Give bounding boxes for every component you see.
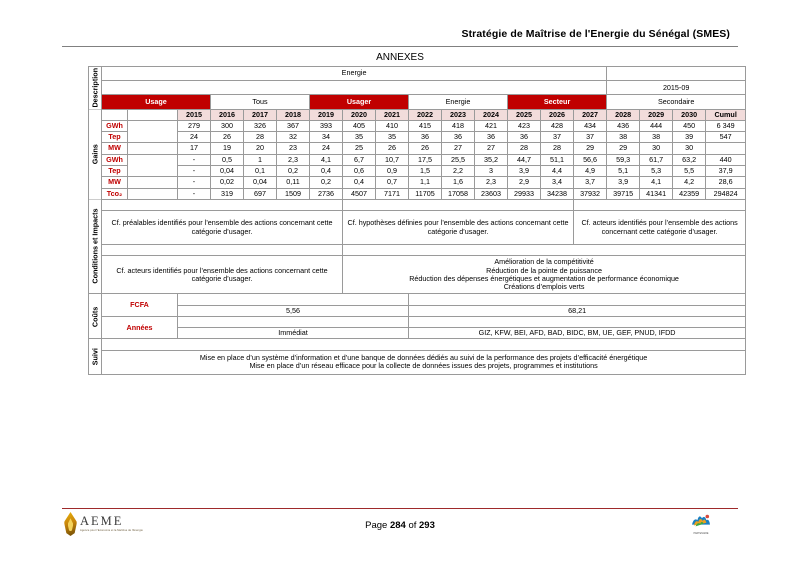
table-row — [89, 188, 746, 199]
cell-gains-tep-2030: 5,5 — [673, 165, 706, 176]
unit-gwh-gains: GWh — [102, 154, 128, 165]
impact-item: Créations d’emplois verts — [503, 282, 585, 292]
side-label-suivi: Suivi — [89, 339, 102, 374]
section-title: ANNEXES — [376, 52, 424, 63]
cell-demande-gwh-2027: 434 — [574, 120, 607, 131]
cat-energie: Energie — [409, 95, 508, 109]
header-suivi-exploitation: Suivi-Exploitation — [102, 339, 746, 350]
table-row — [89, 81, 746, 95]
cell-gains-pointe-2019: 0,2 — [310, 177, 343, 188]
cell-gains-pointe-2030: 4,2 — [673, 177, 706, 188]
unit-tep-gains: Tep — [102, 165, 128, 176]
year-2023: 2023 — [442, 109, 475, 120]
cell-demande-gwh-2020: 405 — [343, 120, 376, 131]
cell-co2-2030: 42359 — [673, 188, 706, 199]
row-label-demande-energie: Demande Energie — [128, 120, 178, 143]
partner-logo — [676, 512, 726, 536]
page-mid: of — [405, 520, 420, 531]
body-hypotheses: Cf. hypothèses définies pour l’ensemble des actions concernant cette catégorie d’usager. — [343, 211, 574, 245]
annees-label: Années — [128, 109, 178, 120]
header-acteurs: Acteurs Mise en Œuvre — [574, 199, 746, 210]
cell-demande-gwh-2018: 367 — [277, 120, 310, 131]
cell-gains-gwh-2017: 1 — [244, 154, 277, 165]
cell-pointe-2028: 29 — [607, 143, 640, 154]
cell-co2-2028: 39715 — [607, 188, 640, 199]
header-economies: Economies Monétaires en Milliards — [409, 294, 746, 305]
year-2022: 2022 — [409, 109, 442, 120]
unit-mw-gains-pointe: MW — [102, 177, 128, 188]
cell-gains-pointe-2016: 0,02 — [211, 177, 244, 188]
cat-secondaire: Secondaire — [607, 95, 746, 109]
cell-pointe-2020: 25 — [343, 143, 376, 154]
year-2016: 2016 — [211, 109, 244, 120]
cell-gains-gwh-2025: 44,7 — [508, 154, 541, 165]
side-label-description: Description — [89, 67, 102, 110]
cell-gains-gwh-2027: 56,6 — [574, 154, 607, 165]
cell-demande-tep-2023: 36 — [442, 132, 475, 143]
fiche-table — [88, 66, 746, 375]
description-energie: Energie — [102, 67, 607, 81]
year-2019: 2019 — [310, 109, 343, 120]
cell-gains-gwh-cumul: 440 — [706, 154, 746, 165]
cell-demande-tep-2028: 38 — [607, 132, 640, 143]
cell-gains-gwh-2026: 51,1 — [541, 154, 574, 165]
cell-pointe-2029: 30 — [640, 143, 673, 154]
cell-demande-gwh-2017: 326 — [244, 120, 277, 131]
cell-demande-gwh-cumul: 6 349 — [706, 120, 746, 131]
cell-gains-tep-2017: 0,1 — [244, 165, 277, 176]
cell-demande-gwh-2019: 393 — [310, 120, 343, 131]
cell-gains-pointe-2027: 3,7 — [574, 177, 607, 188]
body-suivi — [102, 350, 746, 374]
cell-co2-cumul: 294824 — [706, 188, 746, 199]
cell-pointe-2030: 30 — [673, 143, 706, 154]
cell-co2-2026: 34238 — [541, 188, 574, 199]
document-title: Stratégie de Maîtrise de l'Energie du Sénégal (SMES) — [461, 28, 730, 40]
year-2017: 2017 — [244, 109, 277, 120]
cell-pointe-2026: 28 — [541, 143, 574, 154]
cat-secteur: Secteur — [508, 95, 607, 109]
footer-divider — [62, 508, 738, 509]
cell-gains-gwh-2028: 59,3 — [607, 154, 640, 165]
cell-gains-pointe-2029: 4,1 — [640, 177, 673, 188]
partner-logo-subtitle: PARTENAIRE — [693, 532, 709, 535]
cell-demande-gwh-2021: 410 — [376, 120, 409, 131]
table-row — [89, 199, 746, 210]
header-impacts: Impacts Socio-économiques — [343, 245, 746, 256]
cell-gains-tep-2028: 5,1 — [607, 165, 640, 176]
cell-gains-gwh-2021: 10,7 — [376, 154, 409, 165]
cell-gains-tep-2029: 5,3 — [640, 165, 673, 176]
cell-gains-pointe-2022: 1,1 — [409, 177, 442, 188]
cell-gains-pointe-cumul: 28,6 — [706, 177, 746, 188]
year-2026: 2026 — [541, 109, 574, 120]
cell-demande-gwh-2024: 421 — [475, 120, 508, 131]
cell-co2-2024: 23603 — [475, 188, 508, 199]
impact-item: Réduction des dépenses énergétiques et augmentation de performance économique — [409, 273, 679, 283]
cell-co2-2029: 41341 — [640, 188, 673, 199]
unit-corner — [102, 109, 128, 120]
side-label-conditions: Conditions et Impacts — [89, 199, 102, 294]
cell-co2-2022: 11705 — [409, 188, 442, 199]
cell-gains-gwh-2015: - — [178, 154, 211, 165]
cell-co2-2015: - — [178, 188, 211, 199]
cell-co2-2019: 2736 — [310, 188, 343, 199]
year-2020: 2020 — [343, 109, 376, 120]
fiche-number-label: N° Fiche — [607, 67, 746, 81]
cell-pointe-2016: 19 — [211, 143, 244, 154]
cell-demande-gwh-2030: 450 — [673, 120, 706, 131]
cell-gains-gwh-2023: 25,5 — [442, 154, 475, 165]
cell-demande-tep-2015: 24 — [178, 132, 211, 143]
body-prealables: Cf. préalables identifiés pour l’ensemble des actions concernant cette catégorie d’usager. — [102, 211, 343, 245]
impact-item: Amélioration de la compétitivité — [494, 257, 594, 267]
cell-pointe-2024: 27 — [475, 143, 508, 154]
header-partenaires: Partenaires — [102, 245, 343, 256]
cell-gains-pointe-2015: - — [178, 177, 211, 188]
cell-gains-tep-2015: - — [178, 165, 211, 176]
cell-co2-2023: 17058 — [442, 188, 475, 199]
cell-demande-tep-2022: 36 — [409, 132, 442, 143]
cell-gains-tep-2019: 0,4 — [310, 165, 343, 176]
unit-mw-pointe: MW — [102, 143, 128, 154]
table-row — [89, 120, 746, 131]
table-row — [89, 143, 746, 154]
cell-pointe-2017: 20 — [244, 143, 277, 154]
cell-gains-pointe-2020: 0,4 — [343, 177, 376, 188]
table-row — [89, 165, 746, 176]
value-economies: 68,21 — [409, 305, 746, 316]
cat-tous: Tous — [211, 95, 310, 109]
cell-gains-tep-2024: 3 — [475, 165, 508, 176]
header-divider — [62, 46, 738, 47]
aeme-logo-subtitle: Agence pour l'Economie et la Maîtrise de l'Energie — [80, 528, 143, 532]
table-row — [89, 339, 746, 350]
cell-demande-tep-2019: 34 — [310, 132, 343, 143]
aeme-logo-name: AEME — [80, 514, 124, 529]
suivi-item: Mise en place d’un réseau efficace pour la collecte de données issues des projets, programmes et institutions — [249, 361, 598, 371]
year-2021: 2021 — [376, 109, 409, 120]
cell-gains-gwh-2020: 6,7 — [343, 154, 376, 165]
table-row — [89, 328, 746, 339]
body-impacts — [343, 256, 746, 294]
row-label-gains-pointe: Gains Pointe — [128, 177, 178, 188]
cell-gains-gwh-2019: 4,1 — [310, 154, 343, 165]
table-row — [89, 256, 746, 294]
label-fcfa: FCFA — [102, 294, 178, 317]
cell-gains-tep-2018: 0,2 — [277, 165, 310, 176]
partner-mark-icon — [690, 512, 712, 530]
cat-usage: Usage — [102, 95, 211, 109]
cell-gains-tep-2016: 0,04 — [211, 165, 244, 176]
body-partenaires: Cf. acteurs identifiés pour l’ensemble des actions concernant cette catégorie d’usager. — [102, 256, 343, 294]
cell-co2-2016: 319 — [211, 188, 244, 199]
cell-gains-tep-2020: 0,6 — [343, 165, 376, 176]
value-investissement: 5,56 — [178, 305, 409, 316]
cell-gains-tep-cumul: 37,9 — [706, 165, 746, 176]
table-row — [89, 67, 746, 81]
cell-demande-tep-2026: 37 — [541, 132, 574, 143]
cell-gains-pointe-2026: 3,4 — [541, 177, 574, 188]
row-label-pointe: Pointe — [128, 143, 178, 154]
cell-demande-gwh-2025: 423 — [508, 120, 541, 131]
cell-gains-tep-2025: 3,9 — [508, 165, 541, 176]
cell-demande-tep-2018: 32 — [277, 132, 310, 143]
unit-tep-demande: Tep — [102, 132, 128, 143]
cell-gains-gwh-2022: 17,5 — [409, 154, 442, 165]
cell-pointe-2027: 29 — [574, 143, 607, 154]
table-row — [89, 95, 746, 109]
cell-demande-tep-2024: 36 — [475, 132, 508, 143]
cell-gains-gwh-2030: 63,2 — [673, 154, 706, 165]
cumul-label: Cumul — [706, 109, 746, 120]
cell-demande-tep-2029: 38 — [640, 132, 673, 143]
cell-gains-pointe-2023: 1,6 — [442, 177, 475, 188]
table-row — [89, 211, 746, 245]
cell-demande-gwh-2016: 300 — [211, 120, 244, 131]
cell-demande-gwh-2015: 279 — [178, 120, 211, 131]
fiche-number-value: 2015-09 — [607, 81, 746, 95]
cell-demande-gwh-2029: 444 — [640, 120, 673, 131]
year-2028: 2028 — [607, 109, 640, 120]
cell-demande-gwh-2023: 418 — [442, 120, 475, 131]
cell-gains-pointe-2025: 2,9 — [508, 177, 541, 188]
cell-demande-gwh-2022: 415 — [409, 120, 442, 131]
row-label-gains-energie: Gains Energie — [128, 154, 178, 177]
cell-pointe-2023: 27 — [442, 143, 475, 154]
cell-gains-tep-2027: 4,9 — [574, 165, 607, 176]
impact-item: Réduction de la pointe de puissance — [486, 265, 603, 275]
cell-demande-tep-2016: 26 — [211, 132, 244, 143]
unit-gwh-demande: GWh — [102, 120, 128, 131]
cell-gains-gwh-2029: 61,7 — [640, 154, 673, 165]
page-prefix: Page — [365, 520, 390, 531]
table-row — [89, 154, 746, 165]
cell-demande-tep-2017: 28 — [244, 132, 277, 143]
table-row — [89, 305, 746, 316]
cell-demande-tep-2030: 39 — [673, 132, 706, 143]
cell-co2-2025: 29933 — [508, 188, 541, 199]
table-row — [89, 294, 746, 305]
fiche-table-wrapper — [88, 66, 738, 375]
cell-gains-tep-2021: 0,9 — [376, 165, 409, 176]
cell-demande-tep-cumul: 547 — [706, 132, 746, 143]
cell-gains-gwh-2018: 2,3 — [277, 154, 310, 165]
cell-gains-tep-2026: 4,4 — [541, 165, 574, 176]
cell-pointe-2015: 17 — [178, 143, 211, 154]
year-2027: 2027 — [574, 109, 607, 120]
suivi-item: Mise en place d’un système d’information et d’une banque de données dédiés au suivi de la performance des projets d’efficacité énergétique — [199, 352, 648, 362]
cell-pointe-cumul — [706, 143, 746, 154]
cell-demande-tep-2020: 35 — [343, 132, 376, 143]
cell-co2-2018: 1509 — [277, 188, 310, 199]
cell-gains-pointe-2024: 2,3 — [475, 177, 508, 188]
cell-gains-gwh-2016: 0,5 — [211, 154, 244, 165]
cell-gains-pointe-2028: 3,9 — [607, 177, 640, 188]
cell-demande-tep-2021: 35 — [376, 132, 409, 143]
label-annees-couts: Années — [102, 316, 178, 339]
page-current: 284 — [389, 520, 406, 531]
year-2030: 2030 — [673, 109, 706, 120]
table-row — [89, 350, 746, 374]
cell-pointe-2025: 28 — [508, 143, 541, 154]
year-2018: 2018 — [277, 109, 310, 120]
year-2025: 2025 — [508, 109, 541, 120]
spacer-cell — [102, 81, 607, 95]
header-temps-retour: Temps de retour — [178, 316, 409, 327]
header-origine-financement: Origine Possible Financement — [409, 316, 746, 327]
cell-gains-tep-2022: 1,5 — [409, 165, 442, 176]
table-row — [89, 177, 746, 188]
cell-gains-pointe-2018: 0,11 — [277, 177, 310, 188]
cell-gains-pointe-2017: 0,04 — [244, 177, 277, 188]
value-temps-retour: Immédiat — [178, 328, 409, 339]
page-total: 293 — [419, 520, 435, 531]
cell-pointe-2019: 24 — [310, 143, 343, 154]
header-hypotheses: Hypothèses — [343, 199, 574, 210]
cell-pointe-2022: 26 — [409, 143, 442, 154]
cell-demande-gwh-2026: 428 — [541, 120, 574, 131]
body-acteurs: Cf. acteurs identifiés pour l’ensemble des actions concernant cette catégorie d’usager. — [574, 211, 746, 245]
value-origine-financement: GIZ, KFW, BEI, AFD, BAD, BIDC, BM, UE, GEF, PNUD, IFDD — [409, 328, 746, 339]
unit-tco2: Tco₂ — [102, 188, 128, 199]
side-label-gains: Gains — [89, 109, 102, 199]
cell-demande-tep-2025: 36 — [508, 132, 541, 143]
table-row — [89, 132, 746, 143]
row-label-gains-co2: Gains CO₂ — [128, 188, 178, 199]
table-row — [89, 316, 746, 327]
side-label-couts: Coûts — [89, 294, 102, 339]
cell-co2-2027: 37932 — [574, 188, 607, 199]
cell-demande-tep-2027: 37 — [574, 132, 607, 143]
cell-co2-2020: 4507 — [343, 188, 376, 199]
cell-demande-gwh-2028: 436 — [607, 120, 640, 131]
cell-co2-2021: 7171 — [376, 188, 409, 199]
cell-gains-pointe-2021: 0,7 — [376, 177, 409, 188]
cell-gains-tep-2023: 2,2 — [442, 165, 475, 176]
table-row-years — [89, 109, 746, 120]
cat-usager: Usager — [310, 95, 409, 109]
cell-gains-gwh-2024: 35,2 — [475, 154, 508, 165]
cell-pointe-2018: 23 — [277, 143, 310, 154]
year-2029: 2029 — [640, 109, 673, 120]
cell-co2-2017: 697 — [244, 188, 277, 199]
cell-pointe-2021: 26 — [376, 143, 409, 154]
table-row — [89, 245, 746, 256]
year-2024: 2024 — [475, 109, 508, 120]
header-investissement: Investissement en Milliards — [178, 294, 409, 305]
header-prealables: Préalables/Barrières — [102, 199, 343, 210]
year-2015: 2015 — [178, 109, 211, 120]
